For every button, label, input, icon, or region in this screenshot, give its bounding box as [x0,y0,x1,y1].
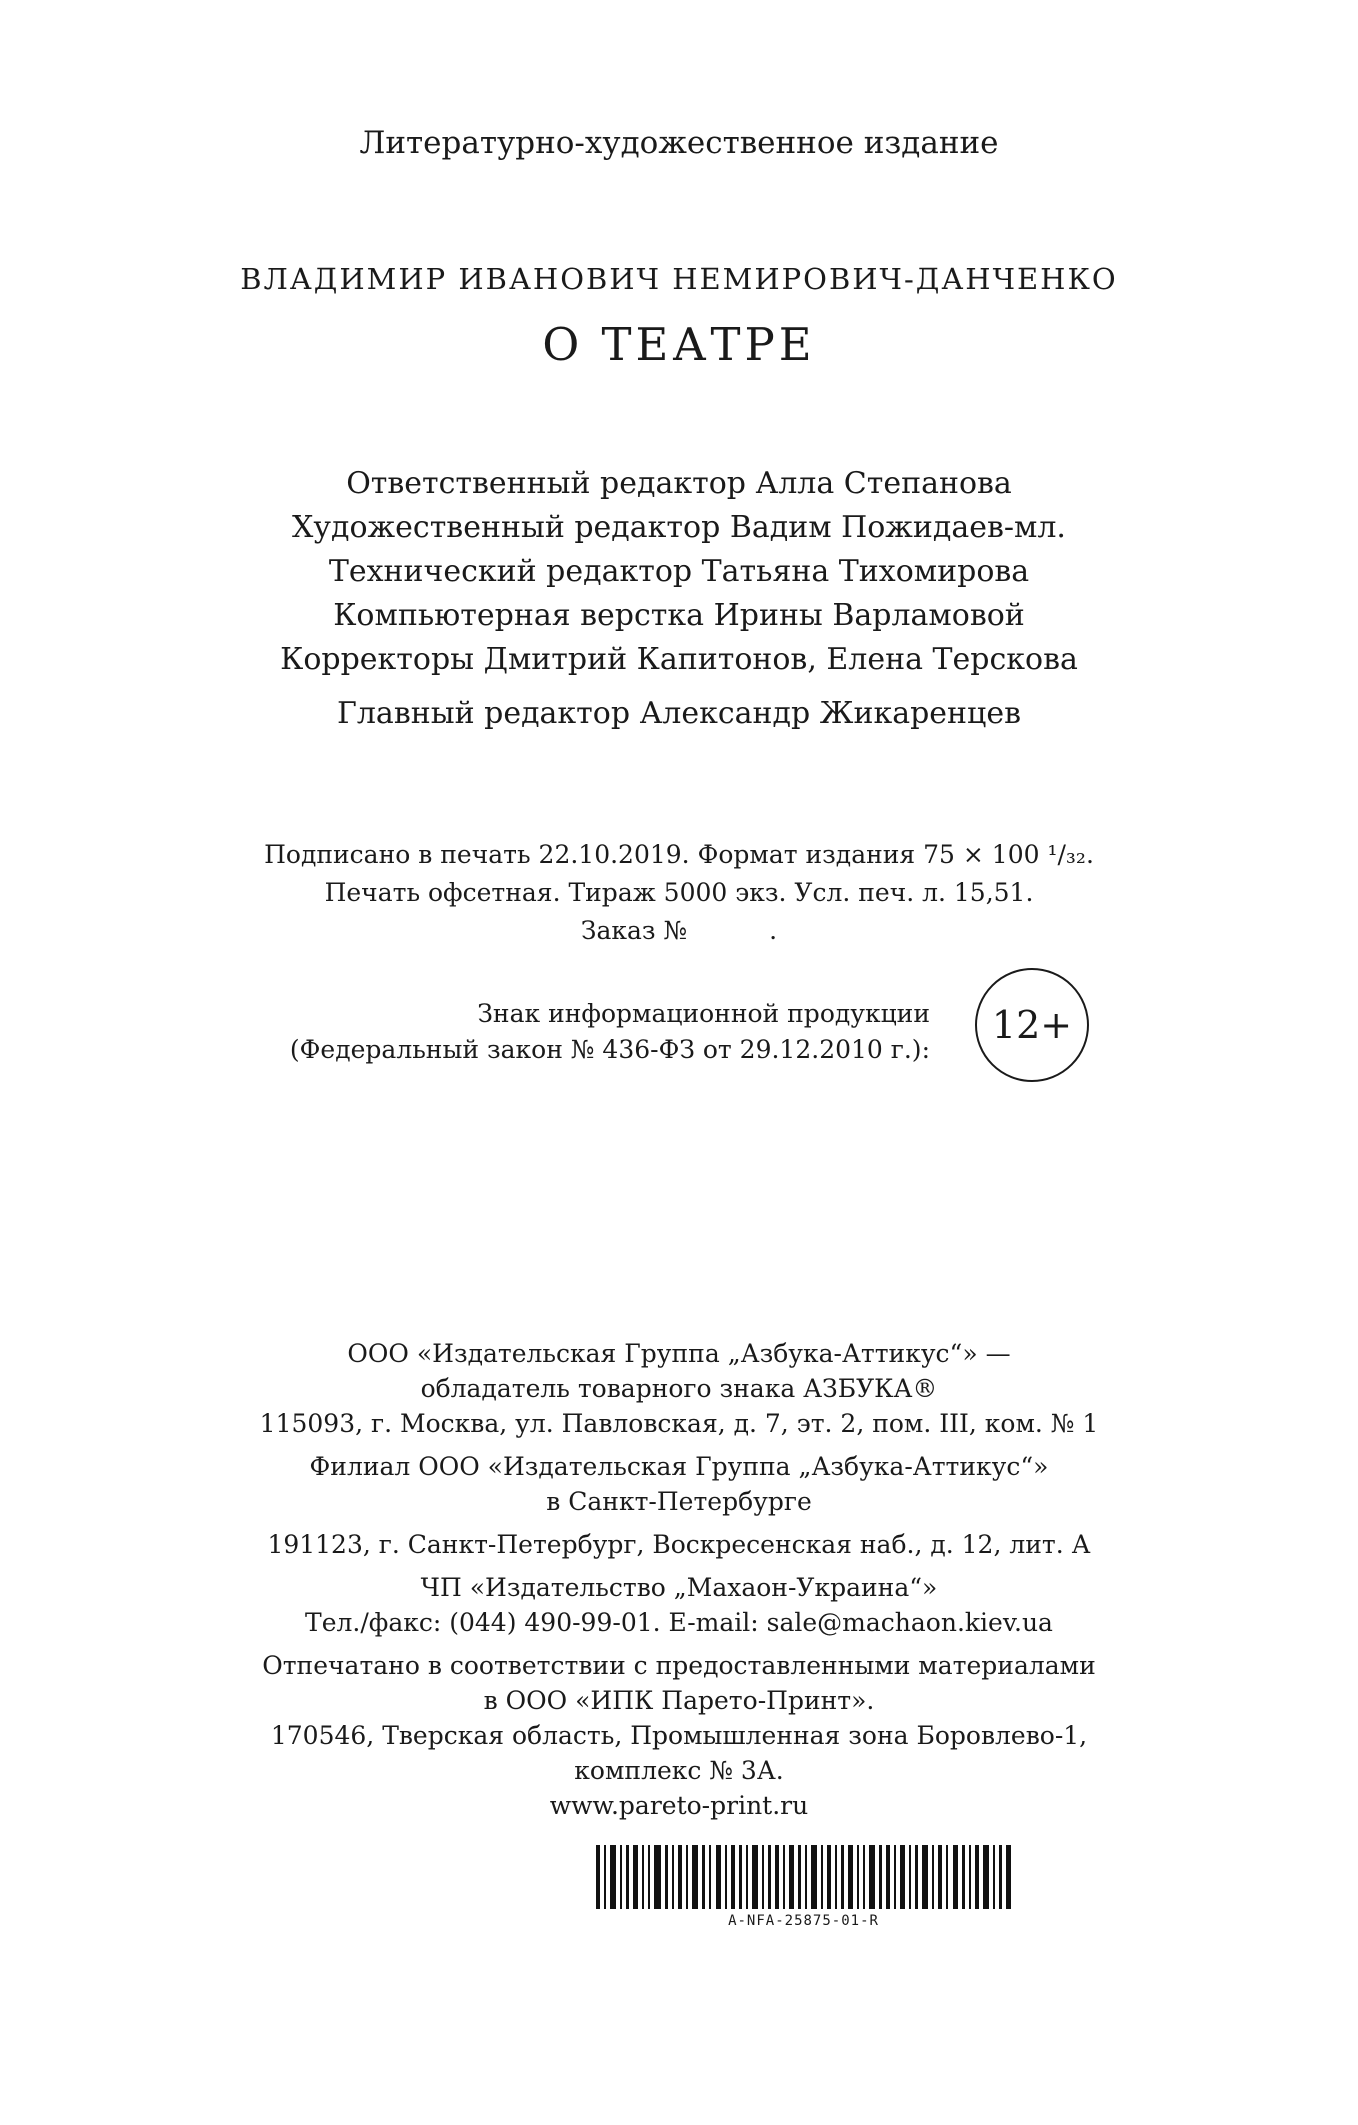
barcode-bar [692,1845,698,1909]
barcode-bar [648,1845,650,1909]
credit-line: Корректоры Дмитрий Капитонов, Елена Терскова [280,642,1078,677]
barcode-bar [783,1845,785,1909]
barcode-bars [596,1845,1011,1909]
barcode-bar [857,1845,859,1909]
publisher-line: Отпечатано в соответствии с предоставленными материалами [262,1651,1096,1680]
barcode-bar [915,1845,918,1909]
barcode-bar [932,1845,934,1909]
series-label: Литературно-художественное издание [359,125,999,161]
info-sign-text [230,996,930,1068]
barcode-bar [953,1845,958,1909]
credit-line: Компьютерная верстка Ирины Варламовой [333,598,1025,633]
barcode-bar [827,1845,831,1909]
publisher-line: в ООО «ИПК Парето-Принт». [483,1686,875,1715]
barcode-bar [672,1845,674,1909]
info-sign-line: (Федеральный закон № 436-ФЗ от 29.12.2010 г.): [289,1035,930,1064]
barcode-bar [725,1845,727,1909]
barcode-bar [716,1845,721,1909]
publisher-line: 170546, Тверская область, Промышленная зона Боровлево-1, [270,1721,1088,1750]
barcode-bar [752,1845,758,1909]
barcode-bar [886,1845,890,1909]
credits-block [0,462,1358,736]
publisher-line: в Санкт-Петербурге [546,1487,812,1516]
barcode-bar [879,1845,882,1909]
barcode-bar [969,1845,971,1909]
barcode-bar [983,1845,989,1909]
barcode [596,1845,1011,1929]
barcode-bar [731,1845,735,1909]
barcode-bar [863,1845,865,1909]
barcode-bar [789,1845,794,1909]
barcode-bar [938,1845,942,1909]
barcode-bar [922,1845,928,1909]
barcode-text: A-NFA-25875-01-R [728,1913,879,1929]
book-title: О ТЕАТРЕ [542,318,816,371]
print-info-block [0,836,1358,950]
barcode-bar [610,1845,616,1909]
barcode-bar [798,1845,801,1909]
barcode-bar [962,1845,965,1909]
publisher-line: обладатель товарного знака АЗБУКА® [420,1374,938,1403]
chief-editor-line: Главный редактор Александр Жикаренцев [337,696,1021,731]
barcode-bar [768,1845,771,1909]
order-label: Заказ № [580,916,688,945]
barcode-bar [835,1845,837,1909]
barcode-bar [686,1845,688,1909]
barcode-bar [665,1845,668,1909]
publisher-line: ЧП «Издательство „Махаон-Украина“» [420,1573,938,1602]
barcode-bar [975,1845,979,1909]
order-line [0,912,1358,950]
barcode-bar [762,1845,764,1909]
publisher-line: ООО «Издательская Группа „Азбука-Аттикус“» — [347,1339,1011,1368]
barcode-bar [841,1845,844,1909]
publisher-line: Тел./факс: (044) 490-99-01. E-mail: sale@machaon.kiev.ua [305,1608,1053,1637]
publisher-line: Филиал ООО «Издательская Группа „Азбука-Аттикус“» [309,1452,1049,1481]
barcode-bar [678,1845,682,1909]
age-rating-badge: 12+ [975,968,1089,1082]
barcode-bar [894,1845,896,1909]
barcode-bar [654,1845,661,1909]
credit-line: Художественный редактор Вадим Пожидаев-мл. [292,510,1066,545]
barcode-bar [775,1845,779,1909]
order-dot: . [769,916,778,945]
barcode-bar [909,1845,911,1909]
barcode-bar [604,1845,606,1909]
barcode-bar [946,1845,948,1909]
barcode-bar [848,1845,853,1909]
barcode-bar [869,1845,875,1909]
barcode-bar [900,1845,905,1909]
barcode-bar [709,1845,711,1909]
barcode-bar [633,1845,638,1909]
info-sign-line: Знак информационной продукции [477,999,930,1028]
print-line: Печать офсетная. Тираж 5000 экз. Усл. печ. л. 15,51. [324,878,1034,907]
credit-line: Технический редактор Татьяна Тихомирова [328,554,1030,589]
barcode-bar [1006,1845,1011,1909]
barcode-bar [811,1845,817,1909]
barcode-bar [620,1845,622,1909]
barcode-bar [596,1845,600,1909]
publisher-line: комплекс № 3А. [574,1756,784,1785]
publisher-block [0,1336,1358,1823]
barcode-bar [739,1845,742,1909]
credit-line: Ответственный редактор Алла Степанова [346,466,1012,501]
barcode-bar [746,1845,748,1909]
print-line: Подписано в печать 22.10.2019. Формат издания 75 × 100 ¹/₃₂. [264,840,1094,869]
barcode-bar [642,1845,644,1909]
barcode-bar [821,1845,823,1909]
barcode-bar [999,1845,1002,1909]
barcode-bar [805,1845,807,1909]
publisher-line: 191123, г. Санкт-Петербург, Воскресенская наб., д. 12, лит. А [267,1530,1091,1559]
barcode-bar [993,1845,995,1909]
barcode-bar [702,1845,705,1909]
publisher-line: 115093, г. Москва, ул. Павловская, д. 7, эт. 2, пом. III, ком. № 1 [259,1409,1099,1438]
barcode-bar [626,1845,629,1909]
publisher-line: www.pareto-print.ru [549,1791,809,1820]
author-name: ВЛАДИМИР ИВАНОВИЧ НЕМИРОВИЧ-ДАНЧЕНКО [240,262,1118,296]
